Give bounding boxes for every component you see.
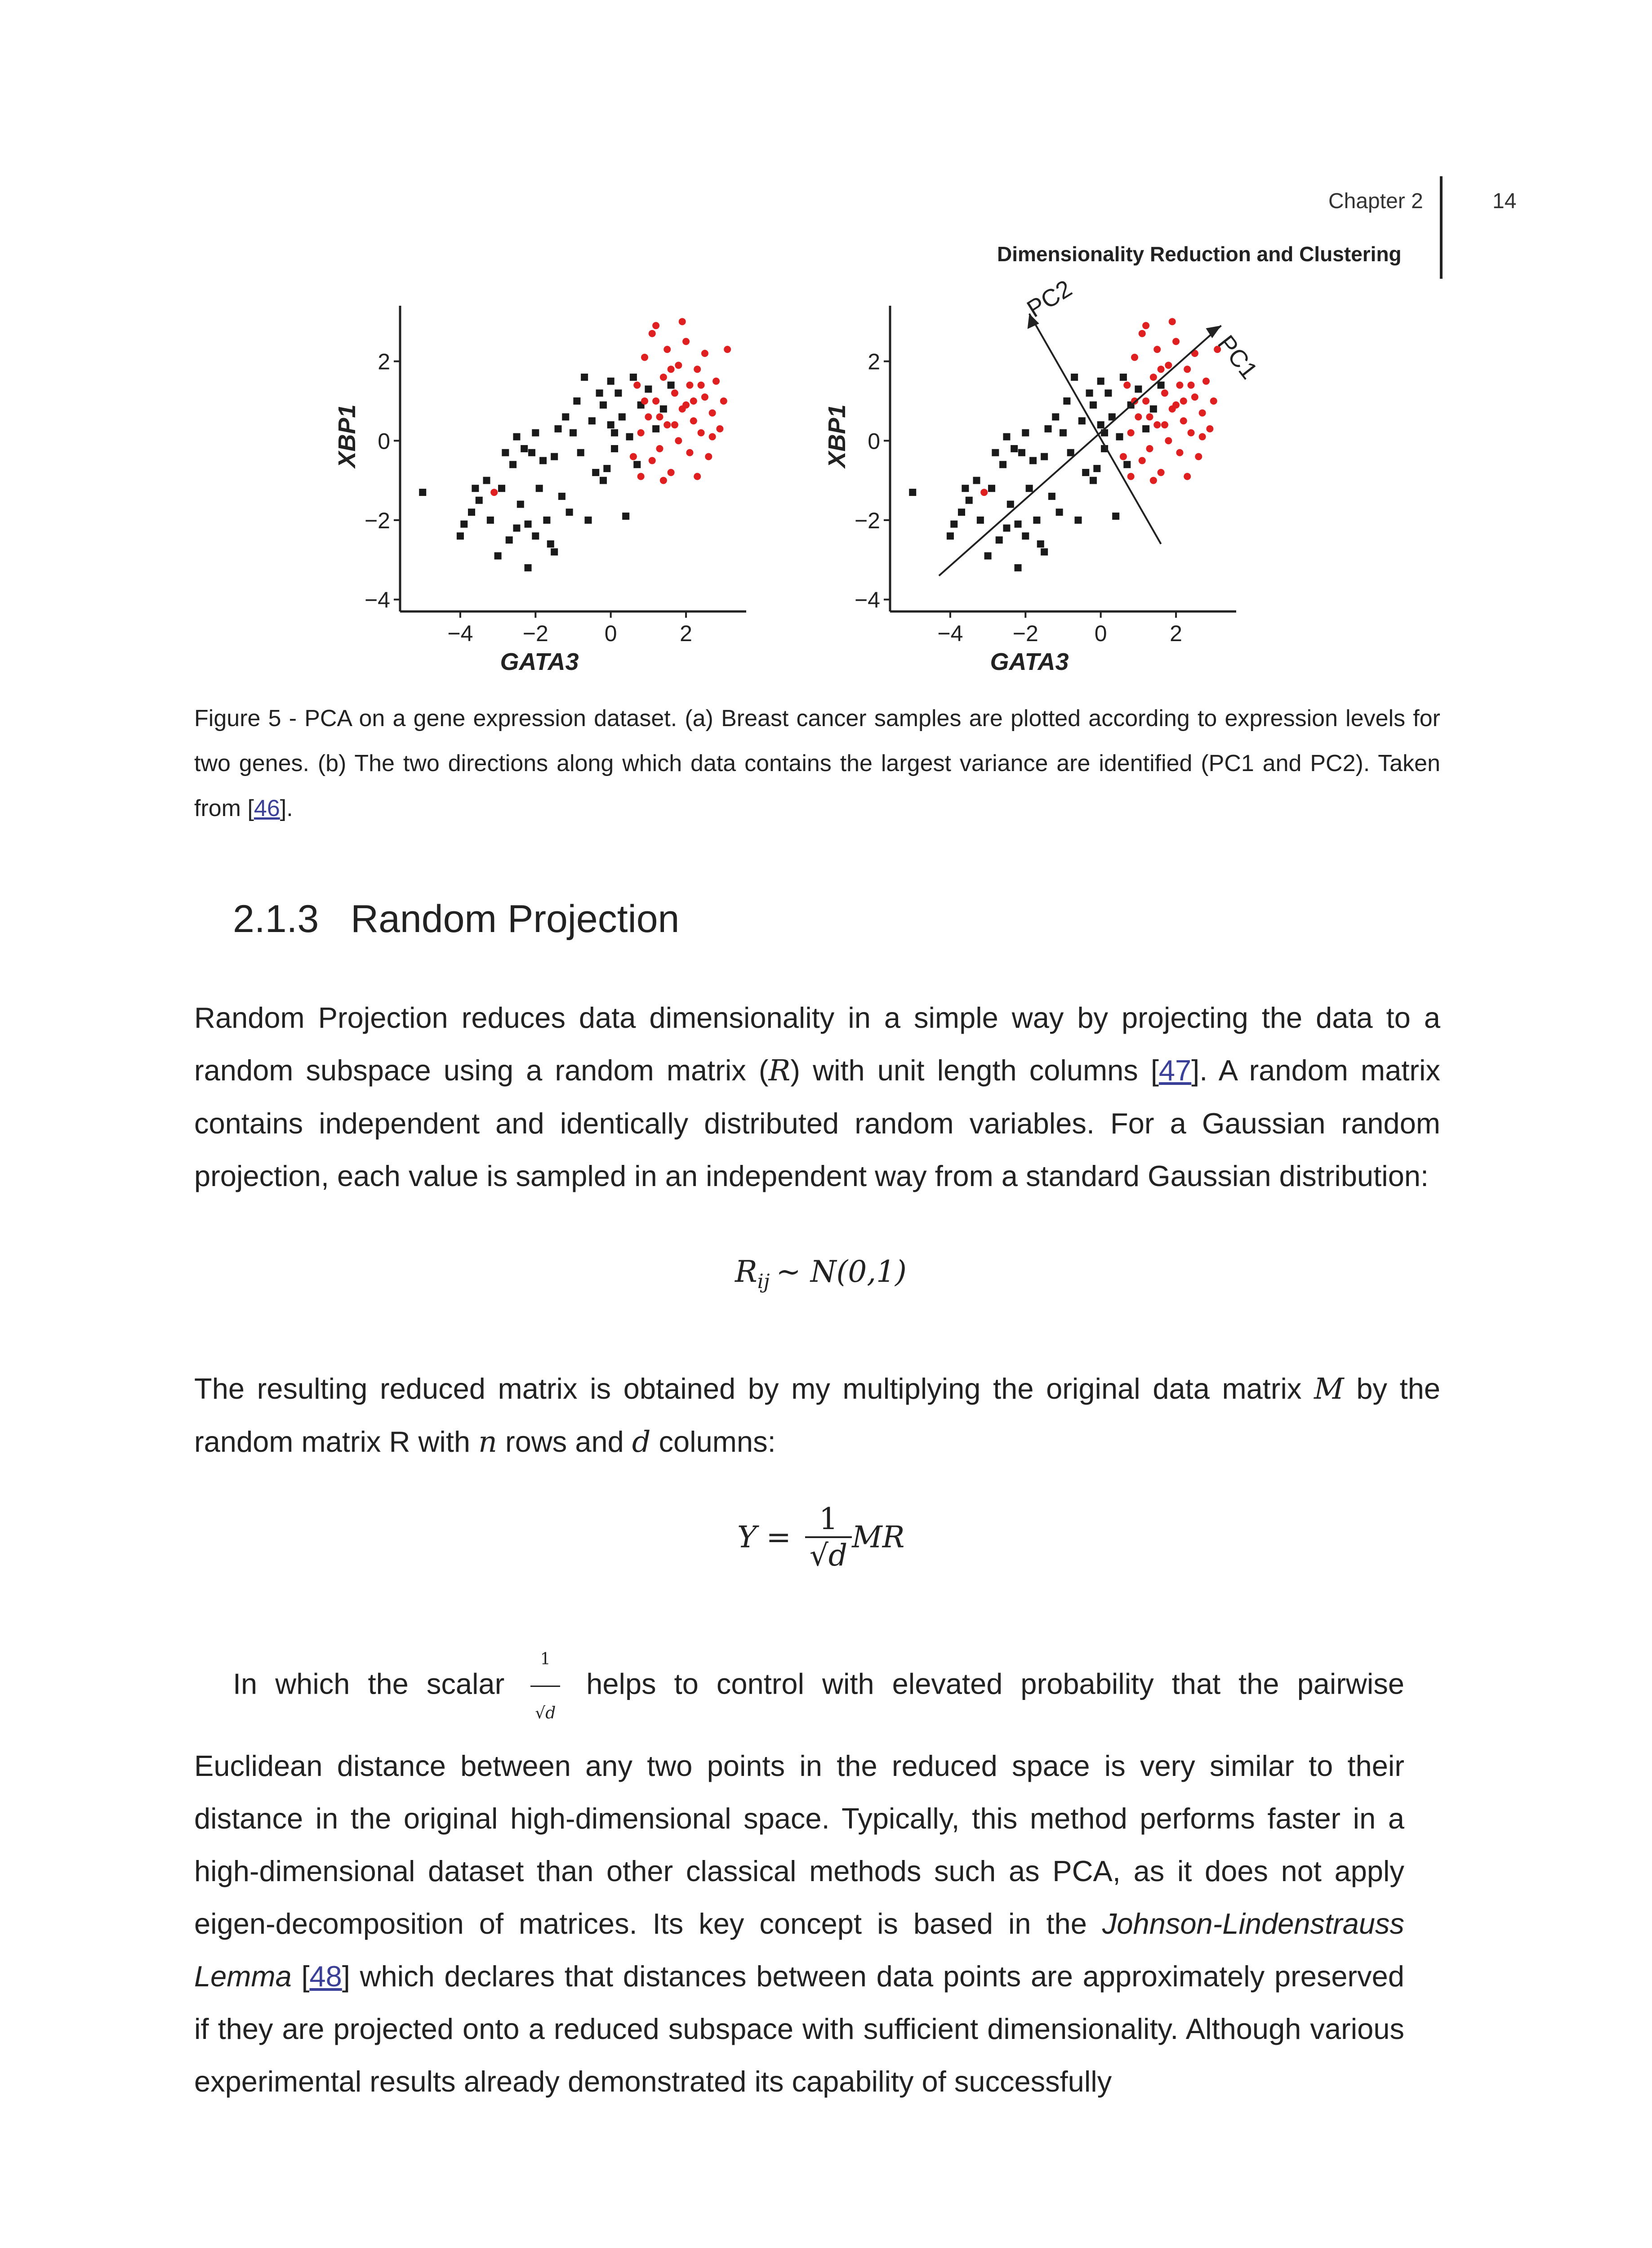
- data-point-red: [1188, 382, 1195, 389]
- data-point-red: [1127, 429, 1135, 437]
- data-point-red: [1184, 366, 1191, 373]
- data-point-red: [705, 453, 712, 460]
- data-point-black: [502, 449, 509, 456]
- pc1-label: PC1: [1212, 330, 1263, 384]
- paragraph-scalar-explanation: [194, 1633, 1404, 2108]
- eq2-rhs: MR: [852, 1520, 905, 1555]
- data-point-red: [682, 401, 690, 409]
- data-point-black: [543, 517, 550, 524]
- data-point-red: [633, 382, 641, 389]
- data-point-black: [573, 397, 580, 405]
- data-point-red: [1199, 409, 1206, 416]
- data-point-red: [1165, 361, 1172, 369]
- y-tick-label: 0: [868, 428, 880, 454]
- data-point-black: [607, 378, 614, 385]
- data-point-red: [675, 437, 682, 444]
- data-point-red: [1165, 437, 1172, 444]
- data-point-red: [1123, 382, 1131, 389]
- data-point-black: [1063, 397, 1070, 405]
- data-point-red: [1127, 473, 1135, 480]
- data-point-black: [1015, 521, 1022, 528]
- para1-text-c: ]. A random matrix contains independent and identically distributed random variables. For a Gaussian random projection, each value is sampled in an independent way from a standard Gaussian distribution:: [194, 1054, 1441, 1192]
- section-title: Random Projection: [351, 897, 680, 941]
- data-point-black: [555, 425, 562, 433]
- inline-fraction-numerator: 1: [530, 1633, 560, 1687]
- data-point-red: [1180, 417, 1187, 424]
- x-axis-label: GATA3: [500, 648, 579, 675]
- data-point-black: [619, 413, 626, 420]
- data-point-black: [645, 385, 652, 393]
- data-point-red: [679, 318, 686, 325]
- figure-caption: [194, 696, 1440, 831]
- y-axis-label: XBP1: [334, 404, 361, 468]
- data-point-red: [1150, 374, 1157, 381]
- data-point-red: [637, 429, 645, 437]
- y-tick-label: −4: [364, 587, 390, 613]
- equation-gaussian-entries: [735, 1254, 907, 1293]
- data-point-black: [1022, 532, 1029, 540]
- data-point-red: [1206, 425, 1213, 433]
- data-point-black: [483, 477, 490, 484]
- data-point-black: [1015, 564, 1022, 571]
- para2-text-a: The resulting reduced matrix is obtained by my multiplying the original data matrix: [194, 1372, 1314, 1405]
- data-point-red: [675, 361, 682, 369]
- data-point-black: [992, 449, 999, 456]
- data-point-black: [539, 457, 547, 464]
- data-point-red: [1120, 453, 1127, 460]
- data-point-red: [1199, 433, 1206, 440]
- para1-text-b: ) with unit length columns [: [790, 1054, 1159, 1087]
- data-point-black: [1045, 425, 1052, 433]
- data-point-red: [1161, 389, 1168, 397]
- data-point-black: [509, 461, 517, 468]
- math-n: n: [478, 1425, 497, 1459]
- data-point-red: [652, 322, 659, 329]
- data-point-black: [630, 374, 637, 381]
- data-point-black: [494, 552, 502, 559]
- x-axis-label: GATA3: [990, 648, 1069, 675]
- y-tick-label: −4: [854, 587, 880, 613]
- page-number: 14: [1492, 189, 1517, 213]
- data-point-red: [1142, 322, 1149, 329]
- data-point-red: [682, 338, 690, 345]
- data-point-black: [1078, 417, 1086, 424]
- eq2-fraction: [805, 1502, 852, 1573]
- para3-text-a: In which the scalar: [233, 1667, 523, 1700]
- data-point-black: [1097, 421, 1104, 428]
- data-point-black: [603, 465, 610, 472]
- data-point-black: [668, 382, 675, 389]
- data-point-black: [1112, 513, 1119, 520]
- data-point-red: [1161, 421, 1168, 428]
- data-point-red: [686, 449, 693, 456]
- data-point-red: [1139, 330, 1146, 337]
- data-point-black: [1150, 406, 1157, 413]
- x-tick-label: 2: [1170, 621, 1182, 646]
- data-point-black: [1022, 429, 1029, 437]
- para3-text-b: helps to control with elevated probability that the pairwise Euclidean distance between any two points in the reduced space is very similar to their distance in the original high-dimensional space. Typically, this method performs faster in a high-dimensional dataset than other classical methods such as PCA, as it does not apply eigen-decomposition of matrices. Its key concept is based in the: [194, 1667, 1404, 1940]
- citation-link-46[interactable]: 46: [254, 795, 280, 821]
- data-point-black: [950, 521, 957, 528]
- data-point-black: [1037, 540, 1044, 548]
- data-point-black: [1048, 493, 1055, 500]
- y-tick-label: 2: [378, 349, 390, 375]
- inline-scalar-fraction: [530, 1633, 560, 1740]
- eq2-lhs: Y =: [737, 1520, 791, 1555]
- paragraph-reduced-matrix: [194, 1362, 1440, 1468]
- data-point-black: [1082, 469, 1089, 476]
- data-point-black: [600, 477, 607, 484]
- data-point-black: [566, 508, 573, 516]
- data-point-red: [724, 346, 731, 353]
- data-point-black: [1090, 401, 1097, 409]
- data-point-black: [1093, 465, 1100, 472]
- data-point-black: [1071, 374, 1078, 381]
- data-point-black: [1011, 445, 1018, 452]
- data-point-black: [532, 429, 539, 437]
- data-point-red: [1158, 366, 1165, 373]
- equation-projection: [737, 1502, 904, 1573]
- data-point-red: [720, 397, 727, 405]
- data-point-black: [551, 549, 558, 556]
- data-point-black: [525, 521, 532, 528]
- data-point-red: [668, 366, 675, 373]
- math-M: M: [1314, 1372, 1344, 1406]
- caption-end: ].: [280, 795, 293, 821]
- data-point-red: [1176, 382, 1183, 389]
- data-point-black: [1158, 382, 1165, 389]
- data-point-black: [988, 485, 995, 492]
- x-tick-label: −2: [1012, 621, 1038, 646]
- data-point-red: [1195, 453, 1202, 460]
- data-point-red: [671, 421, 678, 428]
- data-point-red: [1131, 354, 1138, 361]
- caption-text: Figure 5 - PCA on a gene expression dataset. (a) Breast cancer samples are plotted according to expression levels for two genes. (b) The two directions along which data contains the largest variance are identified (PC1 and PC2). Taken from [: [194, 705, 1440, 821]
- data-point-black: [1003, 433, 1010, 440]
- data-point-black: [1007, 501, 1014, 508]
- data-point-red: [637, 473, 645, 480]
- data-point-red: [1176, 449, 1183, 456]
- data-point-black: [1041, 453, 1048, 460]
- section-heading: [233, 897, 679, 941]
- data-point-black: [584, 517, 592, 524]
- data-point-red: [630, 453, 637, 460]
- data-point-red: [701, 393, 708, 401]
- data-point-black: [498, 485, 505, 492]
- x-tick-label: 0: [604, 621, 617, 646]
- eq1-distribution: ~ N(0,1): [776, 1254, 907, 1289]
- data-point-black: [1090, 477, 1097, 484]
- x-tick-label: −2: [522, 621, 548, 646]
- data-point-black: [577, 449, 584, 456]
- data-point-black: [611, 429, 618, 437]
- data-point-black: [472, 485, 479, 492]
- data-point-red: [656, 445, 663, 452]
- data-point-black: [1097, 378, 1104, 385]
- data-point-red: [1142, 397, 1149, 405]
- data-point-black: [1116, 433, 1123, 440]
- data-point-red: [490, 489, 498, 496]
- data-point-black: [947, 532, 954, 540]
- y-tick-label: 2: [868, 349, 880, 375]
- data-point-black: [1060, 429, 1067, 437]
- data-point-red: [1150, 477, 1157, 484]
- data-point-red: [660, 374, 667, 381]
- data-point-red: [649, 457, 656, 464]
- data-point-black: [1056, 508, 1063, 516]
- data-point-red: [1158, 469, 1165, 476]
- data-point-black: [626, 433, 633, 440]
- data-point-red: [1180, 397, 1187, 405]
- x-tick-label: −4: [937, 621, 963, 646]
- data-point-red: [660, 477, 667, 484]
- data-point-black: [547, 540, 554, 548]
- data-point-red: [698, 429, 705, 437]
- data-point-black: [487, 517, 494, 524]
- data-point-red: [1169, 318, 1176, 325]
- data-point-red: [1210, 397, 1217, 405]
- data-point-black: [457, 532, 464, 540]
- eq1-R: R: [735, 1254, 757, 1289]
- data-point-red: [649, 330, 656, 337]
- y-axis-label: XBP1: [824, 404, 850, 468]
- data-point-black: [966, 497, 973, 504]
- data-point-black: [1142, 425, 1149, 433]
- data-point-black: [588, 417, 596, 424]
- data-point-red: [641, 397, 648, 405]
- data-point-red: [980, 489, 988, 496]
- data-point-black: [506, 536, 513, 544]
- eq2-denominator: √d: [809, 1538, 848, 1573]
- data-point-red: [1135, 413, 1142, 420]
- data-point-red: [709, 433, 716, 440]
- data-point-red: [1188, 429, 1195, 437]
- data-point-black: [614, 389, 622, 397]
- data-point-black: [1123, 461, 1131, 468]
- data-point-black: [1120, 374, 1127, 381]
- data-point-red: [1139, 457, 1146, 464]
- data-point-black: [1074, 517, 1082, 524]
- data-point-black: [633, 461, 641, 468]
- data-point-black: [562, 413, 569, 420]
- data-point-red: [1146, 445, 1153, 452]
- data-point-black: [996, 536, 1003, 544]
- data-point-black: [1067, 449, 1074, 456]
- data-point-red: [656, 413, 663, 420]
- para3-text-c: [: [291, 1960, 310, 1993]
- data-point-red: [1191, 393, 1198, 401]
- data-point-red: [698, 382, 705, 389]
- data-point-black: [460, 521, 468, 528]
- header-divider: [1440, 176, 1443, 279]
- data-point-black: [525, 564, 532, 571]
- data-point-black: [476, 497, 483, 504]
- data-point-red: [690, 417, 697, 424]
- eq2-numerator: 1: [805, 1502, 852, 1538]
- data-point-black: [468, 508, 475, 516]
- data-point-red: [1153, 346, 1161, 353]
- data-point-black: [1033, 517, 1040, 524]
- data-point-red: [652, 397, 659, 405]
- data-point-black: [1104, 389, 1112, 397]
- data-point-black: [611, 445, 618, 452]
- data-point-black: [909, 489, 916, 496]
- data-point-black: [513, 525, 520, 532]
- y-tick-label: 0: [378, 428, 390, 454]
- para3-text-d: ] which declares that distances between data points are approximately preserved if they are projected onto a reduced subspace with sufficient dimensionality. Although various experimental results already demonstrated its capability of successfully: [194, 1960, 1404, 2098]
- data-point-black: [521, 445, 528, 452]
- pc2-label: PC2: [1022, 275, 1077, 323]
- data-point-black: [607, 421, 614, 428]
- inline-fraction-denominator: √d: [535, 1704, 556, 1722]
- data-point-black: [962, 485, 969, 492]
- data-point-black: [1135, 385, 1142, 393]
- data-point-black: [958, 508, 965, 516]
- data-point-black: [532, 532, 539, 540]
- x-tick-label: 0: [1094, 621, 1107, 646]
- data-point-black: [517, 501, 524, 508]
- data-point-black: [1026, 485, 1033, 492]
- pca-scatter-figure: [334, 275, 1286, 697]
- data-point-red: [690, 397, 697, 405]
- data-point-black: [570, 429, 577, 437]
- data-point-red: [712, 378, 720, 385]
- data-point-black: [536, 485, 543, 492]
- data-point-black: [1041, 549, 1048, 556]
- data-point-red: [663, 346, 671, 353]
- data-point-black: [528, 449, 535, 456]
- data-point-black: [419, 489, 426, 496]
- data-point-black: [999, 461, 1006, 468]
- data-point-black: [660, 406, 667, 413]
- data-point-red: [1172, 338, 1180, 345]
- data-point-red: [1153, 421, 1161, 428]
- data-point-black: [984, 552, 992, 559]
- data-point-red: [709, 409, 716, 416]
- data-point-red: [641, 354, 648, 361]
- eq1-subscript: ij: [757, 1270, 770, 1293]
- para1-text-a: Random Projection reduces data dimensionality in a simple way by projecting the data to a random subspace using a random matrix (: [194, 1001, 1440, 1087]
- y-tick-label: −2: [854, 508, 880, 533]
- math-d: d: [632, 1425, 651, 1459]
- data-point-red: [1146, 413, 1153, 420]
- y-tick-label: −2: [364, 508, 390, 533]
- para2-text-c: rows and: [497, 1425, 632, 1458]
- data-point-red: [686, 382, 693, 389]
- data-point-black: [652, 425, 659, 433]
- math-R: R: [768, 1054, 791, 1088]
- data-point-black: [551, 453, 558, 460]
- figure-5: [334, 275, 1286, 697]
- data-point-black: [581, 374, 588, 381]
- data-point-black: [1029, 457, 1037, 464]
- data-point-black: [596, 389, 603, 397]
- data-point-black: [1052, 413, 1059, 420]
- data-point-red: [701, 350, 708, 357]
- data-point-black: [558, 493, 566, 500]
- data-point-red: [1202, 378, 1210, 385]
- data-point-red: [668, 469, 675, 476]
- data-point-black: [592, 469, 599, 476]
- data-point-red: [671, 389, 678, 397]
- data-point-red: [645, 413, 652, 420]
- data-point-black: [977, 517, 984, 524]
- data-point-black: [622, 513, 629, 520]
- paragraph-random-projection: [194, 991, 1440, 1202]
- data-point-black: [513, 433, 520, 440]
- data-point-black: [600, 401, 607, 409]
- para2-text-b: by the random matrix R with: [194, 1372, 1440, 1458]
- data-point-black: [973, 477, 980, 484]
- citation-link-48[interactable]: 48: [309, 1960, 342, 1993]
- lemma-name: Johnson-Lindenstrauss Lemma: [194, 1907, 1404, 1993]
- para2-text-e: columns:: [650, 1425, 776, 1458]
- data-point-black: [1018, 449, 1025, 456]
- data-point-red: [1184, 473, 1191, 480]
- citation-link-47[interactable]: 47: [1158, 1054, 1192, 1087]
- data-point-red: [1172, 401, 1180, 409]
- running-header-chapter: Chapter 2: [1328, 189, 1423, 213]
- running-header-title: Dimensionality Reduction and Clustering: [997, 242, 1402, 266]
- data-point-black: [1086, 389, 1093, 397]
- x-tick-label: 2: [680, 621, 692, 646]
- data-point-red: [694, 366, 701, 373]
- data-point-black: [1003, 525, 1010, 532]
- x-tick-label: −4: [447, 621, 473, 646]
- data-point-red: [716, 425, 723, 433]
- data-point-red: [694, 473, 701, 480]
- section-number: 2.1.3: [233, 897, 319, 941]
- data-point-red: [663, 421, 671, 428]
